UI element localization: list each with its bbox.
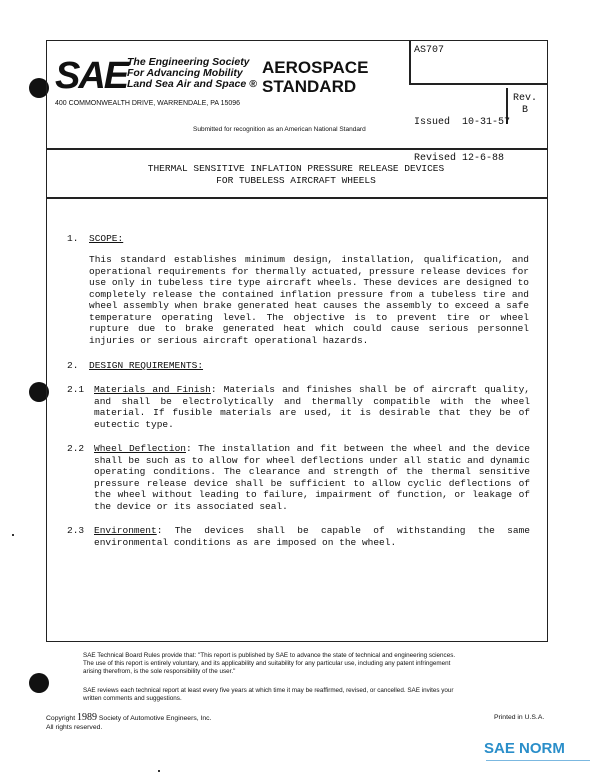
society-name [127,57,257,90]
issued-date: Issued 10-31-57 [414,117,511,128]
revised-date: Revised 12-6-88 [414,153,505,164]
review-line: SAE reviews each technical report at least every five years at which time it may be reaffirmed, revised, or cancelled. SAE invites your [83,687,454,694]
materials-heading: Materials and Finish [94,384,211,395]
subsection-number: 2.2 [67,443,85,454]
submitted-note: Submitted for recognition as an American National Standard [193,126,366,133]
section-title [89,360,203,371]
title-line: FOR TUBELESS AIRCRAFT WHEELS [216,175,376,186]
materials-text: : Materials and finishes shall be of aircraft quality, and shall be electrolytically and thermally compatible with the wheel material. If fusible materials are used, it is desirable that they be of eutectic type. [94,384,530,430]
watermark-rule [486,760,590,765]
society-line: Land Sea Air and Space ® [127,78,257,90]
society-line: For Advancing Mobility [127,67,243,79]
rev-value: B [521,105,528,116]
speck [12,534,14,536]
review-note [83,687,523,703]
sae-logo: SAE [55,55,128,97]
title-line: THERMAL SENSITIVE INFLATION PRESSURE RELEASE DEVICES [147,163,445,174]
standard-line: STANDARD [262,77,357,96]
docno-divider [409,40,411,83]
deflection-paragraph [94,443,530,512]
board-rules-note [83,652,523,676]
environment-text: : The devices shall be capable of withstanding the same environmental conditions as are imposed on the wheel. [94,525,530,548]
speck [158,770,160,772]
sae-norm-watermark: SAE NORM [484,740,565,757]
rules-line: arising therefrom, is the sole responsibility of the user." [83,668,236,675]
standard-label [262,58,368,96]
scope-paragraph: This standard establishes minimum design, installation, qualification, and operational requirements for thermally actuated, pressure release devices for use only in tubeless tire type aircraft wheels. These devices are designed to completely release the contained inflation pressure from a tubeless tire and wheel assembly when brake generated heat causes the assembly to exceed a safe temperature operating level. The objective is to prevent tire or wheel rupture due to brake generated heat which could cause serious personnel injuries or serious aircraft operational hazards. [89,254,529,346]
printed-in: Printed in U.S.A. [494,714,545,721]
copyright-holder: Society of Automotive Engineers, Inc. [98,715,212,722]
rev-label: Rev. [512,93,537,104]
copyright-prefix: Copyright [46,715,76,722]
environment-paragraph [94,525,530,548]
scope-heading: SCOPE: [89,233,124,244]
copyright-year: 1989 [76,712,97,723]
rights-reserved: All rights reserved. [46,724,103,731]
address: 400 COMMONWEALTH DRIVE, WARRENDALE, PA 15096 [55,100,241,107]
standard-line: AEROSPACE [262,58,369,77]
revision [510,93,540,117]
subsection-number: 2.3 [67,525,85,536]
document-title [46,163,546,187]
materials-paragraph [94,384,530,430]
title-divider [46,197,547,199]
rules-line: SAE Technical Board Rules provide that: "This report is published by SAE to advance the state of technical and engineering sciences. [83,652,456,659]
binder-hole [29,673,49,693]
copyright [46,713,211,732]
section-title [89,233,123,244]
document-number: AS707 [414,45,445,56]
rules-line: The use of this report is entirely voluntary, and its applicability and suitability for any particular use, including any patent infringement [83,660,451,667]
design-heading: DESIGN REQUIREMENTS: [89,360,204,371]
environment-heading: Environment [94,525,157,536]
subsection-number: 2.1 [67,384,85,395]
deflection-text: : The installation and fit between the wheel and the device shall be such as to allow for wheel deflections under all static and dynamic operating conditions. The clearance and strength of the thermal sensitive pressure release device shall be sufficient to allow cyclic deflections of the wheel without leading to failure, impairment of function, or leakage of the device or its associated seal. [94,443,530,512]
society-line: The Engineering Society [127,56,250,68]
section-number: 1. [67,233,79,244]
deflection-heading: Wheel Deflection [94,443,186,454]
review-line: written comments and suggestions. [83,695,182,702]
docno-bottom [409,83,547,85]
section-number: 2. [67,360,79,371]
